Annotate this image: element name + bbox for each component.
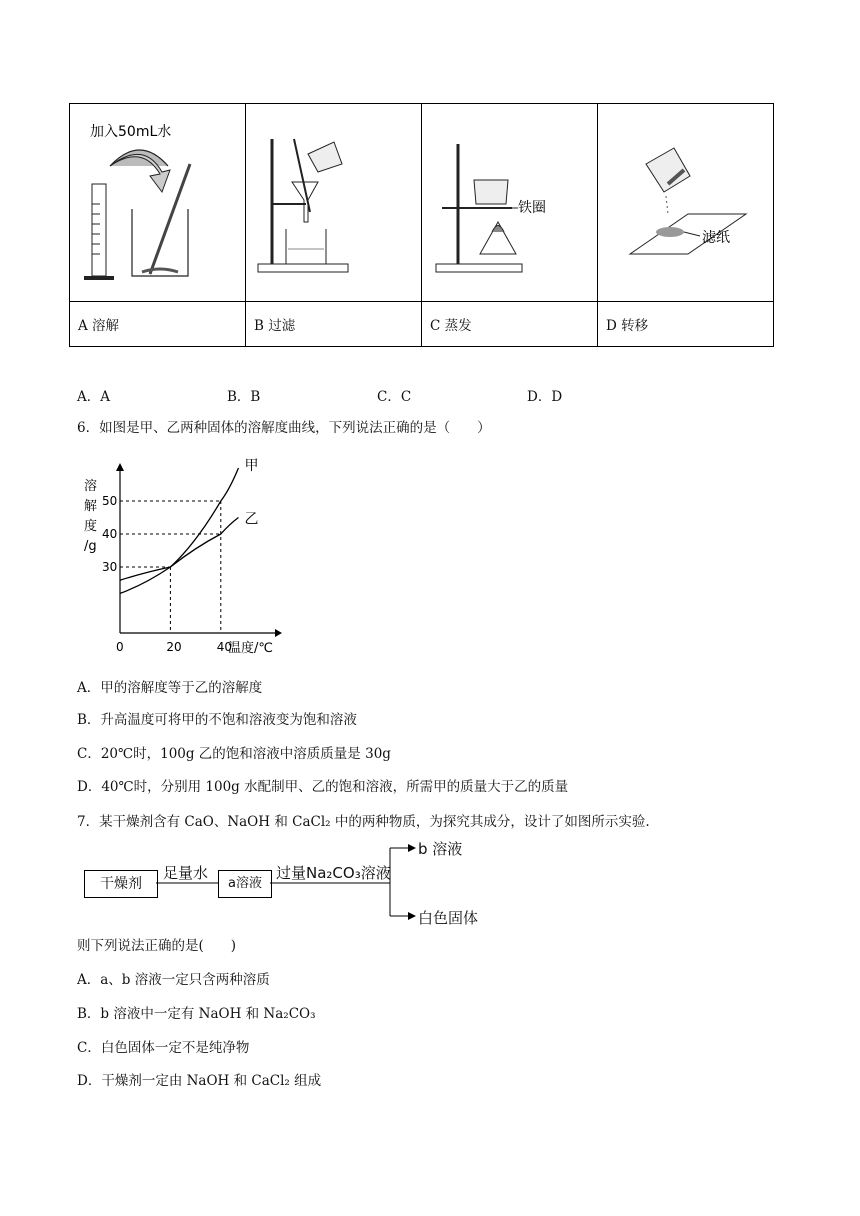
dissolve-apparatus-image xyxy=(70,104,246,297)
series-label-yi: 乙 xyxy=(244,511,259,528)
q6-choice-d: D．40℃时，分别用 100g 水配制甲、乙的饱和溶液，所需甲的质量大于乙的质量 xyxy=(77,779,569,795)
y-axis-label-part: /g xyxy=(84,539,97,554)
x-axis-arrow xyxy=(275,629,282,637)
apparatus-table xyxy=(69,103,774,347)
y-axis-label-part: 解 xyxy=(84,499,98,514)
filter-cell xyxy=(246,104,422,302)
q7-choice-b: B．b 溶液中一定有 NaOH 和 Na₂CO₃ xyxy=(77,1006,316,1022)
q5-option-c: C．C xyxy=(377,389,412,405)
y-axis-label-part: 度 xyxy=(84,519,98,534)
q7-stem: 7．某干燥剂含有 CaO、NaOH 和 CaCl₂ 中的两种物质，为探究其成分，设计了如图所示实验. xyxy=(77,814,650,830)
y-axis-label xyxy=(84,478,97,554)
flow-b-solution-label: b 溶液 xyxy=(418,840,463,858)
evaporate-apparatus-image xyxy=(422,104,598,297)
flow-white-solid-label: 白色固体 xyxy=(418,909,479,927)
series-label-jia: 甲 xyxy=(244,458,259,474)
q7-choice-a: A．a、b 溶液一定只含两种溶质 xyxy=(77,972,270,988)
flow-arrow-1 xyxy=(156,870,220,898)
x-tick-label: 20 xyxy=(166,640,182,654)
filter-paper-note: 滤纸 xyxy=(702,230,730,246)
q6-choice-b: B．升高温度可将甲的不饱和溶液变为饱和溶液 xyxy=(77,712,357,728)
evaporate-cell xyxy=(422,104,598,302)
q5-option-d: D．D xyxy=(527,389,563,405)
flow-desiccant-box: 干燥剂 xyxy=(84,870,158,898)
q6-choice-c: C．20℃时，100g 乙的饱和溶液中溶质质量是 30g xyxy=(77,746,391,762)
q7-choice-d: D．干燥剂一定由 NaOH 和 CaCl₂ 组成 xyxy=(77,1073,322,1089)
transfer-cell xyxy=(598,104,774,302)
dissolve-cell xyxy=(70,104,246,302)
flow-step1-label: 足量水 xyxy=(163,864,209,882)
filter-apparatus-image xyxy=(246,104,422,297)
dissolve-note: 加入50mL水 xyxy=(90,124,172,140)
y-tick-label: 30 xyxy=(102,560,118,574)
y-tick-label: 40 xyxy=(102,527,118,541)
q5-option-a: A．A xyxy=(77,389,110,405)
x-tick-label: 40 xyxy=(216,640,233,654)
caption-c: C 蒸发 xyxy=(422,302,598,347)
flow-a-solution-box: a溶液 xyxy=(218,870,272,898)
q5-option-b: B．B xyxy=(227,389,261,405)
solubility-chart xyxy=(80,458,290,658)
y-tick-label: 50 xyxy=(102,494,118,508)
flow-step2-label: 过量Na₂CO₃溶液 xyxy=(276,864,391,882)
q7-choice-c: C．白色固体一定不是纯净物 xyxy=(77,1040,250,1056)
iron-ring-note: 铁圈 xyxy=(518,200,546,216)
transfer-apparatus-image xyxy=(598,104,774,297)
q7-question: 则下列说法正确的是( ) xyxy=(77,938,237,954)
flow-branch-arrows xyxy=(270,838,420,928)
y-axis-label-part: 溶 xyxy=(84,479,98,494)
y-axis-arrow xyxy=(116,463,124,471)
q6-choice-a: A．甲的溶解度等于乙的溶解度 xyxy=(77,680,263,696)
x-tick-label: 0 xyxy=(116,640,124,654)
q6-stem: 6．如图是甲、乙两种固体的溶解度曲线，下列说法正确的是（ ） xyxy=(77,420,491,436)
caption-b: B 过滤 xyxy=(246,302,422,347)
caption-d: D 转移 xyxy=(598,302,774,347)
x-axis-label: 温度/℃ xyxy=(228,641,273,656)
caption-a: A 溶解 xyxy=(70,302,246,347)
